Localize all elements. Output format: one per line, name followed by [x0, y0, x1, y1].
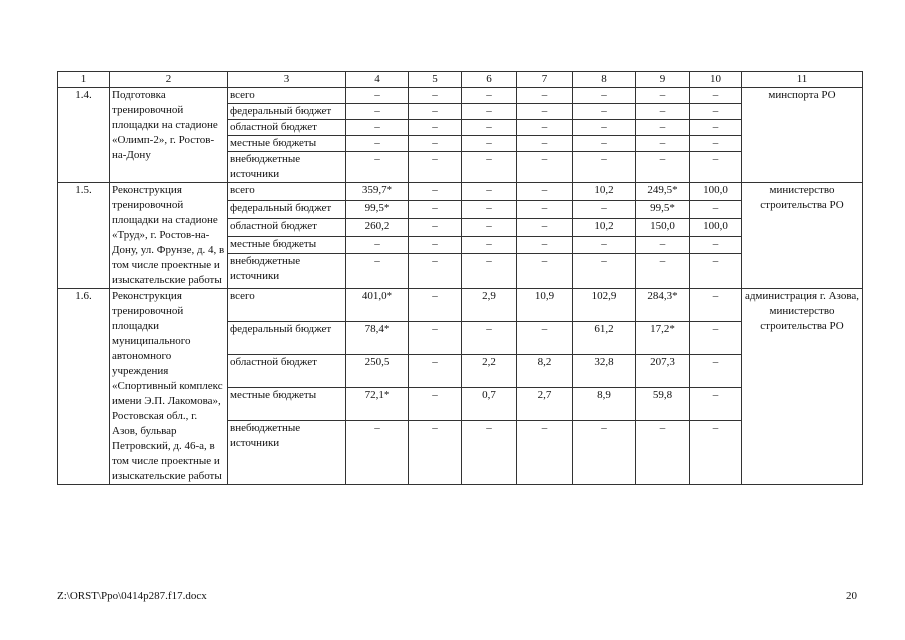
- responsible-executor: министерство строительства РО: [742, 183, 863, 289]
- funding-value: 10,9: [517, 289, 573, 322]
- funding-source-label: внебюджетные источники: [228, 152, 346, 183]
- funding-value: –: [573, 120, 636, 136]
- funding-value: 8,2: [517, 355, 573, 388]
- row-number: 1.5.: [58, 183, 110, 289]
- funding-value: –: [636, 152, 690, 183]
- table-row: [58, 289, 863, 322]
- funding-value: –: [462, 236, 517, 254]
- funding-source-label: областной бюджет: [228, 120, 346, 136]
- funding-value: –: [409, 218, 462, 236]
- header-cell: 1: [58, 72, 110, 88]
- funding-value: –: [409, 355, 462, 388]
- funding-value: 401,0*: [346, 289, 409, 322]
- funding-value: –: [573, 136, 636, 152]
- funding-value: –: [462, 88, 517, 104]
- funding-value: –: [517, 88, 573, 104]
- funding-value: –: [346, 421, 409, 485]
- responsible-executor: администрация г. Азова, министерство строительства РО: [742, 289, 863, 485]
- funding-value: –: [462, 254, 517, 289]
- funding-value: –: [517, 183, 573, 201]
- funding-value: 10,2: [573, 183, 636, 201]
- funding-value: –: [409, 289, 462, 322]
- funding-value: –: [636, 421, 690, 485]
- funding-value: –: [636, 104, 690, 120]
- funding-value: –: [573, 200, 636, 218]
- funding-source-label: всего: [228, 289, 346, 322]
- funding-value: –: [573, 104, 636, 120]
- funding-source-label: областной бюджет: [228, 355, 346, 388]
- funding-value: –: [409, 254, 462, 289]
- funding-value: –: [690, 104, 742, 120]
- funding-value: 72,1*: [346, 388, 409, 421]
- funding-value: –: [517, 421, 573, 485]
- funding-value: –: [346, 120, 409, 136]
- funding-value: –: [517, 322, 573, 355]
- funding-value: –: [462, 200, 517, 218]
- funding-value: –: [462, 152, 517, 183]
- program-table-body: [58, 72, 863, 485]
- funding-value: –: [690, 200, 742, 218]
- row-number: 1.4.: [58, 88, 110, 183]
- header-cell: 11: [742, 72, 863, 88]
- header-cell: 3: [228, 72, 346, 88]
- funding-value: –: [690, 136, 742, 152]
- funding-value: –: [462, 218, 517, 236]
- funding-value: –: [346, 236, 409, 254]
- funding-value: –: [409, 421, 462, 485]
- funding-value: –: [409, 322, 462, 355]
- funding-value: –: [636, 88, 690, 104]
- funding-value: –: [517, 152, 573, 183]
- funding-value: –: [409, 136, 462, 152]
- funding-value: –: [346, 136, 409, 152]
- funding-value: –: [573, 421, 636, 485]
- program-table: [57, 71, 863, 485]
- funding-value: 32,8: [573, 355, 636, 388]
- header-cell: 10: [690, 72, 742, 88]
- funding-value: 150,0: [636, 218, 690, 236]
- footer-page-number: 20: [846, 590, 857, 602]
- responsible-executor: минспорта РО: [742, 88, 863, 183]
- funding-value: –: [690, 322, 742, 355]
- funding-value: –: [409, 120, 462, 136]
- funding-source-label: федеральный бюджет: [228, 104, 346, 120]
- row-number: 1.6.: [58, 289, 110, 485]
- funding-value: –: [462, 322, 517, 355]
- funding-value: –: [690, 355, 742, 388]
- funding-value: 284,3*: [636, 289, 690, 322]
- funding-value: 207,3: [636, 355, 690, 388]
- funding-value: 249,5*: [636, 183, 690, 201]
- header-cell: 2: [110, 72, 228, 88]
- funding-value: –: [409, 183, 462, 201]
- funding-value: –: [636, 120, 690, 136]
- header-row: [58, 72, 863, 88]
- header-cell: 5: [409, 72, 462, 88]
- table-row: [58, 183, 863, 201]
- funding-value: –: [636, 254, 690, 289]
- funding-value: –: [573, 152, 636, 183]
- funding-source-label: внебюджетные источники: [228, 254, 346, 289]
- header-cell: 6: [462, 72, 517, 88]
- funding-value: –: [346, 254, 409, 289]
- funding-source-label: внебюджетные источники: [228, 421, 346, 485]
- funding-value: –: [409, 200, 462, 218]
- funding-value: –: [409, 104, 462, 120]
- header-cell: 4: [346, 72, 409, 88]
- funding-value: –: [690, 388, 742, 421]
- funding-value: –: [690, 421, 742, 485]
- funding-value: –: [517, 120, 573, 136]
- funding-value: 78,4*: [346, 322, 409, 355]
- funding-value: –: [636, 136, 690, 152]
- header-cell: 8: [573, 72, 636, 88]
- funding-source-label: местные бюджеты: [228, 236, 346, 254]
- funding-value: –: [690, 120, 742, 136]
- footer-file-path: Z:\ORST\Ppo\0414p287.f17.docx: [57, 590, 207, 602]
- funding-value: 61,2: [573, 322, 636, 355]
- funding-value: –: [517, 254, 573, 289]
- funding-value: –: [346, 88, 409, 104]
- funding-value: –: [409, 236, 462, 254]
- funding-value: –: [517, 104, 573, 120]
- funding-value: –: [573, 236, 636, 254]
- activity-name: Реконструкция тренировочной площадки на стадионе «Труд», г. Ростов-на-Дону, ул. Фрунзе, д. 4, в том числе проектные и изыскательские работы: [110, 183, 228, 289]
- funding-value: 99,5*: [636, 200, 690, 218]
- funding-source-label: местные бюджеты: [228, 136, 346, 152]
- funding-value: 102,9: [573, 289, 636, 322]
- funding-value: –: [409, 388, 462, 421]
- funding-value: –: [573, 88, 636, 104]
- funding-value: 250,5: [346, 355, 409, 388]
- funding-value: –: [409, 152, 462, 183]
- funding-source-label: федеральный бюджет: [228, 200, 346, 218]
- funding-value: –: [690, 152, 742, 183]
- funding-value: –: [517, 236, 573, 254]
- table-row: [58, 88, 863, 104]
- funding-value: –: [462, 136, 517, 152]
- funding-value: –: [690, 236, 742, 254]
- funding-value: 100,0: [690, 183, 742, 201]
- funding-source-label: всего: [228, 183, 346, 201]
- funding-value: –: [462, 183, 517, 201]
- funding-source-label: всего: [228, 88, 346, 104]
- funding-value: –: [462, 120, 517, 136]
- activity-name: Реконструкция тренировочной площадки муниципального автономного учреждения «Спортивный комплекс имени Э.П. Лакомова», Ростовская обл., г. Азов, бульвар Петровский, д. 46-а, в том числе проектные и изыскательские работы: [110, 289, 228, 485]
- funding-value: –: [462, 421, 517, 485]
- funding-value: –: [517, 218, 573, 236]
- funding-value: –: [690, 289, 742, 322]
- funding-value: –: [346, 104, 409, 120]
- funding-value: –: [690, 88, 742, 104]
- funding-value: 59,8: [636, 388, 690, 421]
- funding-value: 10,2: [573, 218, 636, 236]
- activity-name: Подготовка тренировочной площадки на стадионе «Олимп-2», г. Ростов-на-Дону: [110, 88, 228, 183]
- funding-value: 8,9: [573, 388, 636, 421]
- funding-value: 260,2: [346, 218, 409, 236]
- funding-value: –: [573, 254, 636, 289]
- funding-value: 99,5*: [346, 200, 409, 218]
- header-cell: 7: [517, 72, 573, 88]
- funding-value: –: [346, 152, 409, 183]
- funding-value: 100,0: [690, 218, 742, 236]
- funding-value: 2,2: [462, 355, 517, 388]
- funding-value: 2,7: [517, 388, 573, 421]
- funding-value: 0,7: [462, 388, 517, 421]
- funding-value: –: [517, 136, 573, 152]
- funding-value: 359,7*: [346, 183, 409, 201]
- funding-value: 2,9: [462, 289, 517, 322]
- funding-source-label: федеральный бюджет: [228, 322, 346, 355]
- header-cell: 9: [636, 72, 690, 88]
- funding-value: –: [409, 88, 462, 104]
- funding-source-label: областной бюджет: [228, 218, 346, 236]
- funding-source-label: местные бюджеты: [228, 388, 346, 421]
- funding-value: –: [517, 200, 573, 218]
- funding-value: –: [690, 254, 742, 289]
- funding-value: –: [462, 104, 517, 120]
- funding-value: –: [636, 236, 690, 254]
- funding-value: 17,2*: [636, 322, 690, 355]
